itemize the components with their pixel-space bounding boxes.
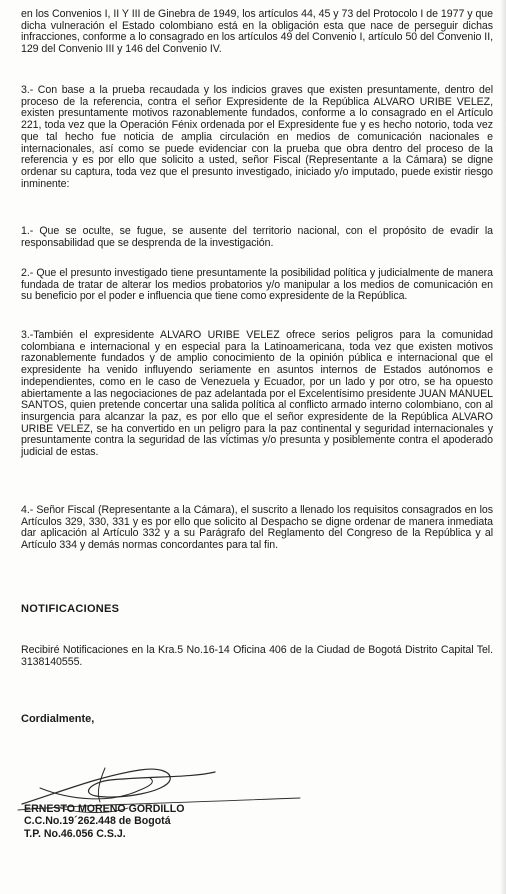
- paragraph-risk-3: 3.-También el expresidente ALVARO URIBE VELEZ ofrece serios peligros para la comunidad colombiana e internacional y en especial para la Latinoamericana, toda vez que existen motivos razonablemente fundados y de amplio conocimiento de la opinión pública e internacional que el expresidente ha venido influyendo seriamente en asuntos internos de Estados autónomos e independientes, como en le caso de Venezuela y Ecuador, por un lado y por otro, se ha opuesto abiertamente a las negociaciones de paz adelantada por el Excelentísimo presidente JUAN MANUEL SANTOS, quien pretende concertar una salida política al conflicto armado interno colombiano, con al insurgencia para alcanzar la paz, es por ello que el señor expresidente de la República ALVARO URIBE VELEZ, se ha convertido en un peligro para la paz continental y seguridad internacionales y presuntamente contra la seguridad de las víctimas y/o presunta y posiblemente contra el apoderado judicial de estas.: [21, 329, 493, 459]
- notifications-heading: NOTIFICACIONES: [21, 603, 120, 615]
- paragraph-section-3: 3.- Con base a la prueba recaudada y los indicios graves que existen presuntamente, dentro del proceso de la referencia, contra el señor Expresidente de la República ALVARO URIBE VELEZ, existen presuntamente motivos razonablemente fundados, conforme a lo consagrado en el Artículo 221, toda vez que la Operación Fénix ordenada por el Expresidente fue y es hecho notorio, toda vez que tal hecho fue noticia de amplia circulación en medios de comunicación nacionales e internacionales, así como se puede evidenciar con la prueba que obra dentro del proceso de la referencia y es por ello que solicito a usted, señor Fiscal (Representante a la Cámara) se digne ordenar su captura, toda vez que el presunto investigado, iniciado y/o imputado, puede existir riesgo inminente:: [21, 84, 493, 190]
- signer-id: C.C.No.19´262.448 de Bogotá: [24, 815, 171, 827]
- signer-name: ERNESTO MORENO GORDILLO: [24, 803, 185, 815]
- closing-salutation: Cordialmente,: [21, 713, 95, 725]
- notifications-text: Recibiré Notificaciones en la Kra.5 No.16-14 Oficina 406 de la Ciudad de Bogotá Distrito Capital Tel. 3138140555.: [21, 644, 493, 668]
- paragraph-section-4: 4.- Señor Fiscal (Representante a la Cámara), el suscrito a llenado los requisitos consagrados en los Artículos 329, 330, 331 y es por ello que solicito al Despacho se digne ordenar de manera inmediata dar aplicación al Artículo 332 y a su Parágrafo del Reglamento del Congreso de la República y al Artículo 334 y demás normas concordantes para tal fin.: [21, 504, 493, 552]
- paragraph-intro: en los Convenios I, II Y III de Ginebra de 1949, los artículos 44, 45 y 73 del Protocolo I de 1977 y que dicha vulneración el Estado colombiano está en la obligación esta que nace de perseguir dichas infracciones, conforme a lo consagrado en los artículos 49 del Convenio I, artículo 50 del Convenio II, 129 del Convenio III y 146 del Convenio IV.: [21, 8, 493, 56]
- signer-professional-card: T.P. No.46.056 C.S.J.: [24, 828, 126, 840]
- paragraph-risk-1: 1.- Que se oculte, se fugue, se ausente del territorio nacional, con el propósito de evadir la responsabilidad que se desprenda de la investigación.: [21, 225, 493, 249]
- page-edge-shadow: [500, 0, 506, 894]
- paragraph-risk-2: 2.- Que el presunto investigado tiene presuntamente la posibilidad política y judicialmente de manera fundada de tratar de alterar los medios probatorios y/o manipular a los medios de comunicación en su beneficio por el poder e influencia que tiene como expresidente de la República.: [21, 267, 493, 303]
